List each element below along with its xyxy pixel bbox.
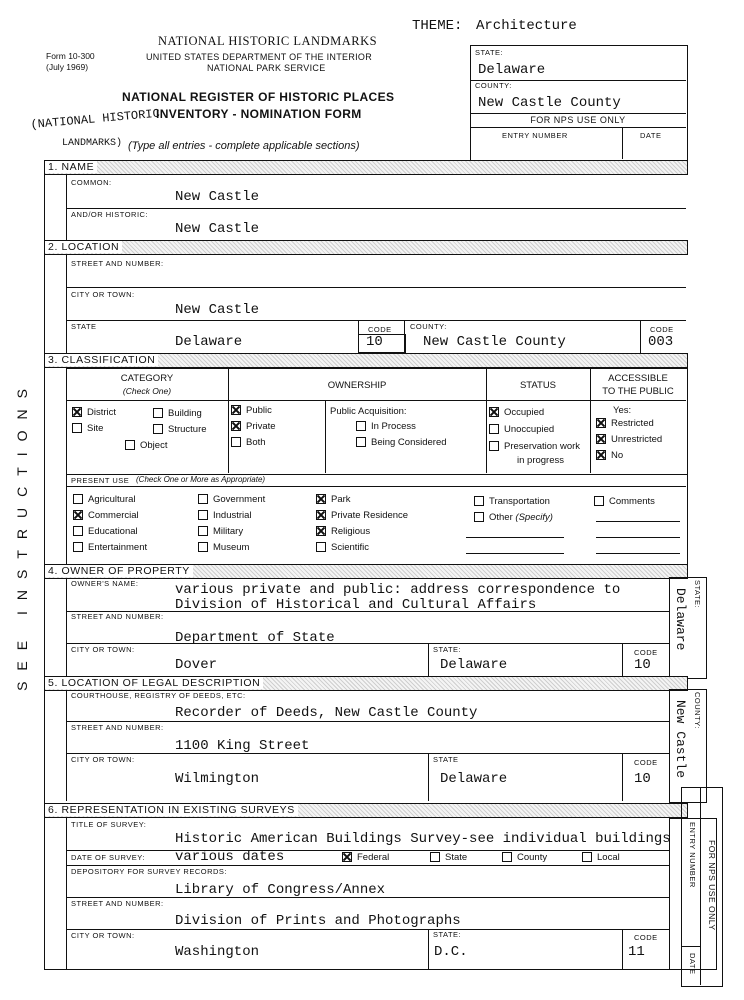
checkbox-agricultural[interactable]: [73, 494, 83, 504]
legal-code-value: 10: [634, 771, 651, 787]
city-label: CITY OR TOWN:: [71, 290, 135, 299]
checkbox-scientific[interactable]: [316, 542, 326, 552]
category-building[interactable]: Building: [153, 408, 202, 419]
legal-street-value: 1100 King Street: [175, 738, 310, 754]
checkbox-unrestricted[interactable]: [596, 434, 606, 444]
use-agricultural[interactable]: Agricultural: [73, 494, 136, 505]
department: UNITED STATES DEPARTMENT OF THE INTERIOR: [146, 52, 373, 62]
other-specify-line[interactable]: [466, 537, 564, 538]
county-label: COUNTY:: [410, 322, 447, 331]
stamp-line-2: LANDMARKS): [62, 138, 123, 149]
historic-name-label: AND/OR HISTORIC:: [71, 210, 149, 219]
checkbox-survey-state[interactable]: [430, 852, 440, 862]
check-one-label: (Check One): [122, 386, 172, 396]
state-label: STATE: [71, 322, 97, 331]
status-unoccupied[interactable]: Unoccupied: [489, 424, 554, 435]
checkbox-being-considered[interactable]: [356, 437, 366, 447]
owner-side-state-label: STATE:: [693, 580, 702, 609]
status-label: STATUS: [519, 380, 557, 391]
checkbox-district[interactable]: [72, 407, 82, 417]
accessible-yes-label: Yes:: [613, 405, 632, 416]
use-comments[interactable]: Comments: [594, 496, 655, 507]
in-progress-label: in progress: [517, 455, 564, 466]
category-site[interactable]: Site: [72, 423, 103, 434]
present-use-label: PRESENT USE: [71, 476, 130, 485]
checkbox-federal[interactable]: [342, 852, 352, 862]
historic-name-value: New Castle: [175, 221, 260, 237]
form-name: INVENTORY - NOMINATION FORM: [156, 107, 362, 121]
state-code-label: CODE: [368, 325, 392, 334]
state-value: Delaware: [175, 334, 243, 350]
checkbox-occupied[interactable]: [489, 407, 499, 417]
county-value: New Castle County: [423, 334, 566, 350]
common-name-label: COMMON:: [71, 178, 112, 187]
survey-state-label: STATE:: [433, 930, 462, 939]
checkbox-museum[interactable]: [198, 542, 208, 552]
checkbox-in-process[interactable]: [356, 421, 366, 431]
legal-code-label: CODE: [634, 758, 658, 767]
survey-code-value: 11: [628, 944, 645, 960]
owner-name-line-2: Division of Historical and Cultural Affairs: [175, 597, 537, 613]
use-educational[interactable]: Educational: [73, 526, 138, 537]
register-title: NATIONAL REGISTER OF HISTORIC PLACES: [122, 90, 395, 104]
date-side-label: DATE: [688, 953, 697, 975]
entry-number-side-label: ENTRY NUMBER: [688, 822, 697, 888]
accessible-label: ACCESSIBLE: [608, 373, 668, 384]
use-religious[interactable]: Religious: [316, 526, 370, 537]
checkbox-survey-local[interactable]: [582, 852, 592, 862]
entry-date-label: DATE: [640, 131, 662, 140]
checkbox-commercial[interactable]: [73, 510, 83, 520]
category-structure[interactable]: Structure: [153, 424, 207, 435]
depository-value: Library of Congress/Annex: [175, 882, 386, 898]
section-4-bar: [44, 564, 688, 579]
use-transportation[interactable]: Transportation: [474, 496, 550, 507]
legal-city-value: Wilmington: [175, 771, 260, 787]
nps-use-only: FOR NPS USE ONLY: [530, 115, 626, 125]
header-state-value: Delaware: [478, 62, 546, 78]
owner-city-value: Dover: [175, 657, 218, 673]
theme-value: Architecture: [476, 18, 577, 34]
access-no[interactable]: No: [596, 450, 623, 461]
acquisition-being-considered[interactable]: Being Considered: [356, 437, 447, 448]
stamp-line-1: (NATIONAL HISTORIC: [30, 106, 161, 132]
use-industrial[interactable]: Industrial: [198, 510, 252, 521]
park-service: NATIONAL PARK SERVICE: [207, 63, 326, 73]
legal-state-value: Delaware: [440, 771, 508, 787]
category-label: CATEGORY: [120, 373, 174, 384]
section-5-heading: 5. LOCATION OF LEGAL DESCRIPTION: [45, 677, 263, 689]
see-instructions: SEE INSTRUCTIONS: [14, 378, 30, 691]
checkbox-survey-county[interactable]: [502, 852, 512, 862]
checkbox-private-residence[interactable]: [316, 510, 326, 520]
checkbox-educational[interactable]: [73, 526, 83, 536]
use-government[interactable]: Government: [198, 494, 265, 505]
section-3-heading: 3. CLASSIFICATION: [45, 354, 158, 366]
use-military[interactable]: Military: [198, 526, 243, 537]
survey-title-value: Historic American Buildings Survey-see individual buildings: [175, 831, 671, 847]
courthouse-value: Recorder of Deeds, New Castle County: [175, 705, 478, 721]
survey-federal[interactable]: Federal: [342, 852, 389, 863]
use-scientific[interactable]: Scientific: [316, 542, 369, 553]
owner-state-label: STATE:: [433, 645, 462, 654]
access-restricted[interactable]: Restricted: [596, 418, 654, 429]
common-name-value: New Castle: [175, 189, 260, 205]
owner-city-label: CITY OR TOWN:: [71, 645, 135, 654]
use-other[interactable]: Other (Specify): [474, 512, 553, 523]
use-entertainment[interactable]: Entertainment: [73, 542, 147, 553]
present-use-hint: (Check One or More as Appropriate): [136, 475, 266, 484]
checkbox-government[interactable]: [198, 494, 208, 504]
section-6-heading: 6. REPRESENTATION IN EXISTING SURVEYS: [45, 804, 298, 816]
section-5-bar: [44, 676, 688, 691]
section-2-bar: [44, 240, 688, 255]
checkbox-preservation[interactable]: [489, 441, 499, 451]
theme-label: THEME:: [412, 18, 463, 34]
header-county-label: COUNTY:: [475, 81, 512, 90]
survey-street-value: Division of Prints and Photographs: [175, 913, 461, 929]
owner-side-state-value: Delaware: [673, 588, 688, 651]
legal-city-label: CITY OR TOWN:: [71, 755, 135, 764]
status-preservation[interactable]: Preservation work: [489, 441, 580, 452]
use-private-residence[interactable]: Private Residence: [316, 510, 408, 521]
owner-code-label: CODE: [634, 648, 658, 657]
landmarks-title: NATIONAL HISTORIC LANDMARKS: [158, 34, 378, 48]
checkbox-unoccupied[interactable]: [489, 424, 499, 434]
state-code-value: 10: [366, 334, 383, 350]
category-object[interactable]: Object: [125, 440, 167, 451]
checkbox-no[interactable]: [596, 450, 606, 460]
survey-local[interactable]: Local: [582, 852, 620, 863]
acquisition-in-process[interactable]: In Process: [356, 421, 416, 432]
checkbox-park[interactable]: [316, 494, 326, 504]
survey-date-label: DATE OF SURVEY:: [71, 853, 145, 862]
comments-line[interactable]: [596, 521, 680, 522]
checkbox-building[interactable]: [153, 408, 163, 418]
county-code-value: 003: [648, 334, 674, 350]
owner-name-line-1: various private and public: address correspondence to: [175, 582, 621, 598]
checkbox-object[interactable]: [125, 440, 135, 450]
survey-date-value: various dates: [175, 849, 285, 865]
survey-state[interactable]: State: [430, 852, 467, 863]
use-commercial[interactable]: Commercial: [73, 510, 139, 521]
section-4-heading: 4. OWNER OF PROPERTY: [45, 565, 193, 577]
checkbox-military[interactable]: [198, 526, 208, 536]
ownership-label: OWNERSHIP: [327, 380, 387, 391]
depository-label: DEPOSITORY FOR SURVEY RECORDS:: [71, 867, 228, 876]
access-unrestricted[interactable]: Unrestricted: [596, 434, 662, 445]
checkbox-religious[interactable]: [316, 526, 326, 536]
public-acquisition-label: Public Acquisition:: [330, 406, 407, 417]
ownership-private[interactable]: Private: [231, 421, 276, 432]
other-specify-hint: (Specify): [515, 512, 553, 523]
city-value: New Castle: [175, 302, 260, 318]
use-park[interactable]: Park: [316, 494, 351, 505]
section-1-heading: 1. NAME: [45, 161, 97, 173]
courthouse-label: COURTHOUSE, REGISTRY OF DEEDS, ETC:: [71, 691, 246, 700]
ownership-both[interactable]: Both: [231, 437, 266, 448]
survey-city-label: CITY OR TOWN:: [71, 931, 135, 940]
public-label: TO THE PUBLIC: [602, 386, 674, 397]
checkbox-public[interactable]: [231, 405, 241, 415]
survey-state-value: D.C.: [434, 944, 468, 960]
street-label: STREET AND NUMBER:: [71, 259, 164, 268]
legal-side-county-value: New Castle: [673, 700, 688, 779]
checkbox-comments[interactable]: [594, 496, 604, 506]
survey-code-label: CODE: [634, 933, 658, 942]
survey-county[interactable]: County: [502, 852, 547, 863]
checkbox-structure[interactable]: [153, 424, 163, 434]
survey-street-label: STREET AND NUMBER:: [71, 899, 164, 908]
checkbox-site[interactable]: [72, 423, 82, 433]
county-code-label: CODE: [650, 325, 674, 334]
section-2-heading: 2. LOCATION: [45, 241, 122, 253]
type-instructions: (Type all entries - complete applicable sections): [128, 140, 360, 152]
status-occupied[interactable]: Occupied: [489, 407, 544, 418]
section-3-bar: [44, 353, 688, 368]
section-1-bar: [44, 160, 688, 175]
legal-state-label: STATE: [433, 755, 459, 764]
survey-title-label: TITLE OF SURVEY:: [71, 820, 147, 829]
survey-city-value: Washington: [175, 944, 260, 960]
checkbox-both[interactable]: [231, 437, 241, 447]
entry-number-label: ENTRY NUMBER: [502, 131, 568, 140]
owner-street-label: STREET AND NUMBER:: [71, 612, 164, 621]
checkbox-transportation[interactable]: [474, 496, 484, 506]
checkbox-private[interactable]: [231, 421, 241, 431]
category-district[interactable]: District: [72, 407, 116, 418]
use-museum[interactable]: Museum: [198, 542, 249, 553]
form-number: Form 10-300: [46, 51, 95, 61]
checkbox-other[interactable]: [474, 512, 484, 522]
header-state-label: STATE:: [475, 48, 504, 57]
nps-side-label: FOR NPS USE ONLY: [707, 840, 717, 931]
owner-state-value: Delaware: [440, 657, 508, 673]
owner-code-value: 10: [634, 657, 651, 673]
ownership-public[interactable]: Public: [231, 405, 272, 416]
owner-street-value: Department of State: [175, 630, 335, 646]
owner-name-label: OWNER'S NAME:: [71, 579, 139, 588]
checkbox-restricted[interactable]: [596, 418, 606, 428]
section-6-bar: [44, 803, 688, 818]
checkbox-entertainment[interactable]: [73, 542, 83, 552]
form-date: (July 1969): [46, 62, 89, 72]
checkbox-industrial[interactable]: [198, 510, 208, 520]
legal-street-label: STREET AND NUMBER:: [71, 723, 164, 732]
legal-side-county-label: COUNTY:: [693, 692, 702, 729]
header-county-value: New Castle County: [478, 95, 621, 111]
